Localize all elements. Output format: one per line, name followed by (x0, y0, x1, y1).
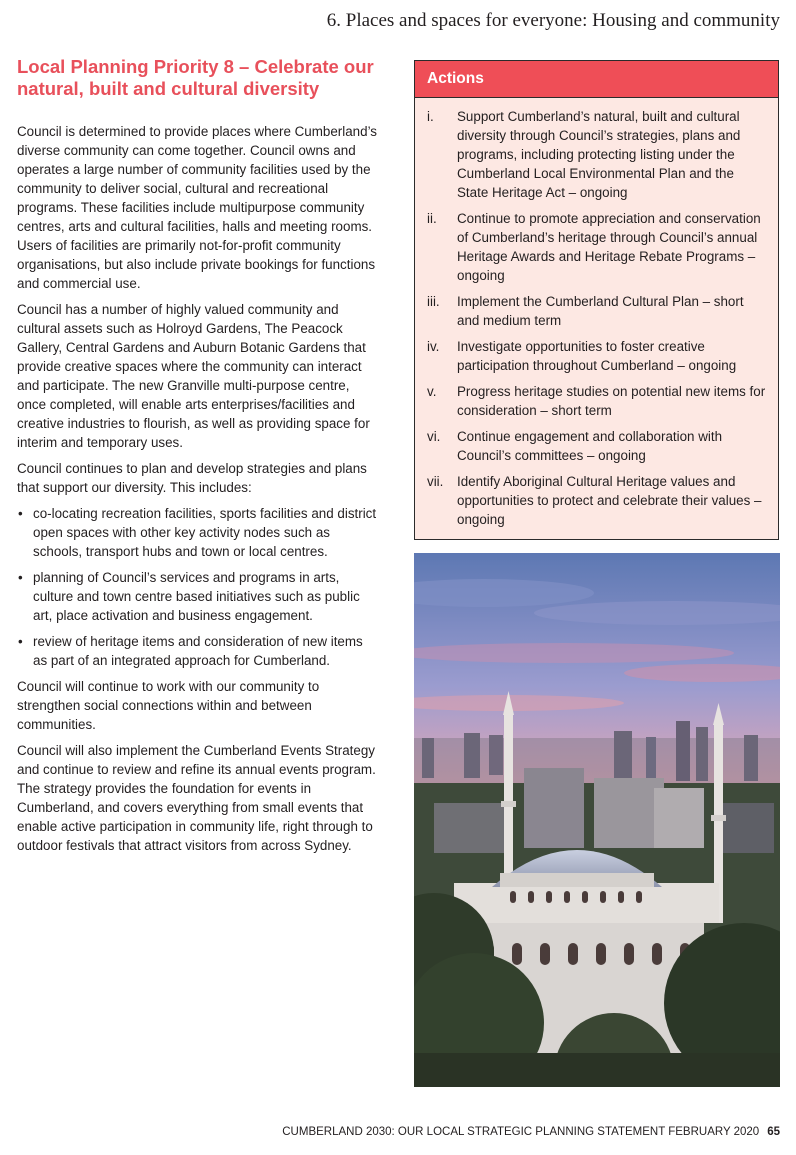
list-item (17, 504, 379, 561)
actions-box (414, 60, 779, 540)
action-number: iii. (427, 294, 440, 309)
page-footer (282, 1126, 780, 1138)
action-text: Implement the Cumberland Cultural Plan – short and medium term (457, 294, 744, 328)
list-item-text: review of heritage items and consideration of new items as part of an integrated approach for Cumberland. (33, 634, 363, 668)
action-number: i. (427, 109, 434, 124)
action-number: v. (427, 384, 437, 399)
action-item (427, 292, 766, 330)
action-text: Identify Aboriginal Cultural Heritage values and opportunities to protect and celebrate their values – ongoing (457, 474, 762, 527)
action-number: iv. (427, 339, 440, 354)
bullet-glyph: • (18, 506, 23, 521)
action-item (427, 107, 766, 202)
action-text: Continue to promote appreciation and conservation of Cumberland’s heritage through Council’s annual Heritage Awards and Heritage Rebate Programs – ongoing (457, 211, 761, 283)
action-number: vi. (427, 429, 441, 444)
list-item-text: planning of Council’s services and programs in arts, culture and town centre based initiatives such as public art, place activation and business engagement. (33, 570, 360, 623)
action-text: Continue engagement and collaboration with Council’s committees – ongoing (457, 429, 723, 463)
priority-title: Local Planning Priority 8 – Celebrate our natural, built and cultural diversity (17, 56, 374, 99)
bullet-glyph: • (18, 570, 23, 585)
paragraph-cultural-assets: Council has a number of highly valued community and cultural assets such as Holroyd Gardens, The Peacock Gallery, Central Gardens and Auburn Botanic Gardens that provide creative spaces where the community can interact and participate. The new Granville multi-purpose centre, once completed, will enable arts enterprises/facilities and creative industries to flourish, as well as providing space for interim and temporary uses. (17, 302, 370, 450)
action-item (427, 337, 766, 375)
paragraph-community: Council will continue to work with our community to strengthen social connections within and between communities. (17, 679, 320, 732)
action-number: vii. (427, 474, 444, 489)
section-header: 6. Places and spaces for everyone: Housing and community (326, 10, 780, 31)
list-item-text: co-locating recreation facilities, sports facilities and district open spaces with other key activity nodes such as schools, transport hubs and town or local centres. (33, 506, 377, 559)
action-item (427, 209, 766, 285)
paragraph-intro: Council is determined to provide places where Cumberland’s diverse community can come together. Council owns and operates a large number of community facilities used by the community to deliver social, cultural and recreational programs. These facilities include multipurpose community centres, arts and cultural facilities, halls and meeting rooms. Users of facilities are primarily not-for-profit community organisations, but also include private bookings for functions and commercial use. (17, 124, 377, 291)
bullet-list (17, 504, 379, 670)
action-text: Progress heritage studies on potential new items for consideration – short term (457, 384, 766, 418)
mosque-sunset-photo (414, 553, 780, 1087)
paragraph-strategies: Council continues to plan and develop strategies and plans that support our diversity. This includes: (17, 461, 367, 495)
actions-list (415, 98, 778, 529)
actions-title: Actions (415, 61, 778, 98)
action-item (427, 427, 766, 465)
paragraph-events: Council will also implement the Cumberland Events Strategy and continue to review and refine its annual events program. The strategy provides the foundation for events in Cumberland, and covers everything from small events that enable active participation in community life, right through to outdoor festivals that attract visitors from across Sydney. (17, 743, 376, 853)
bullet-glyph: • (18, 634, 23, 649)
action-item (427, 382, 766, 420)
action-item (427, 472, 766, 529)
action-text: Investigate opportunities to foster creative participation throughout Cumberland – ongoing (457, 339, 737, 373)
action-number: ii. (427, 211, 437, 226)
list-item (17, 568, 379, 625)
page-number: 65 (767, 1126, 780, 1138)
footer-text: CUMBERLAND 2030: OUR LOCAL STRATEGIC PLANNING STATEMENT FEBRUARY 2020 (282, 1126, 760, 1138)
main-content (17, 56, 379, 862)
action-text: Support Cumberland’s natural, built and cultural diversity through Council’s strategies, plans and programs, including protecting listing under the Cumberland Local Environmental Plan and the State Heritage Act – ongoing (457, 109, 741, 200)
list-item (17, 632, 379, 670)
